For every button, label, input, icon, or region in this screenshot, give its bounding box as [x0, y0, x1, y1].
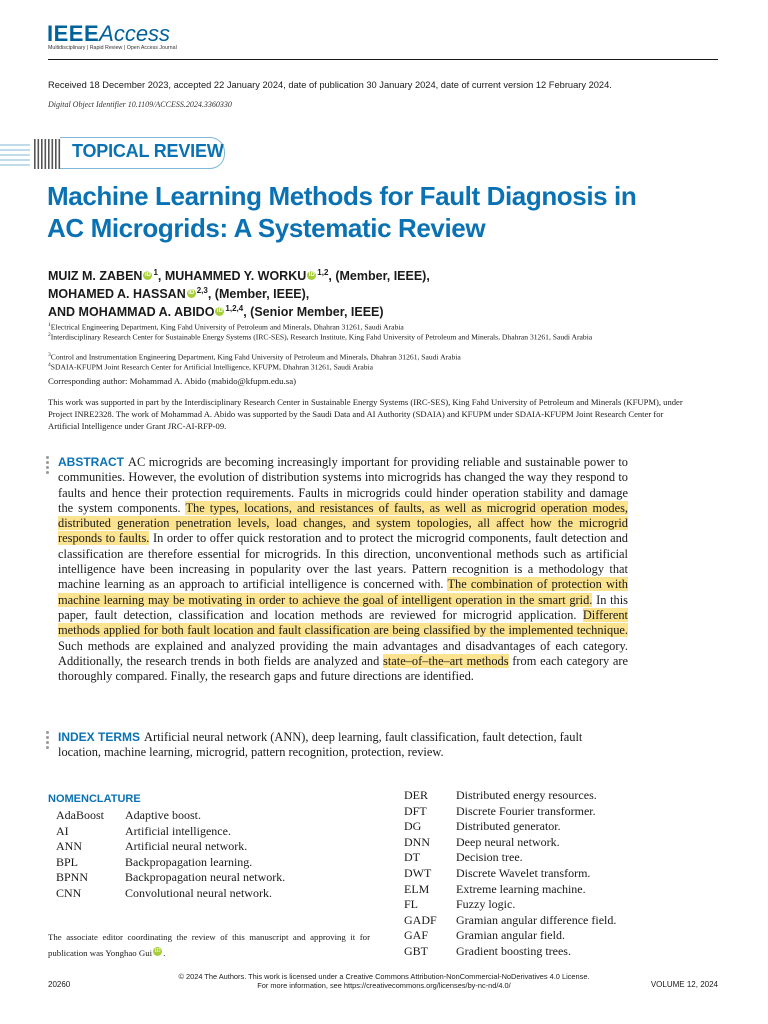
- nomenclature-definition: Decision tree.: [456, 850, 523, 865]
- nomenclature-row: [56, 870, 285, 886]
- author-name: MUIZ M. ZABEN: [48, 269, 143, 284]
- author-line-2: [48, 286, 309, 301]
- nomenclature-abbr: AdaBoost: [56, 808, 104, 822]
- affiliation-4: [48, 360, 688, 373]
- nomenclature-row: [404, 866, 616, 882]
- nomenclature-row: [404, 788, 616, 804]
- nomenclature-abbr: DER: [404, 788, 428, 802]
- corresponding-author: Corresponding author: Mohammad A. Abido (mabido@kfupm.edu.sa): [48, 376, 297, 386]
- author-affil-sup: 1,2,4: [225, 304, 244, 313]
- nomenclature-definition: Adaptive boost.: [125, 808, 201, 822]
- nomenclature-abbr: GADF: [404, 912, 437, 927]
- nomenclature-abbr: DWT: [404, 865, 432, 880]
- logo-access-text: Access: [99, 21, 171, 46]
- author-membership: , (Member, IEEE),: [207, 287, 310, 302]
- license-line: © 2024 The Authors. This work is licensed under a Creative Commons Attribution-NonCommercial-NoDerivatives 4.0 License.: [178, 972, 590, 981]
- abstract-text: AC microgrids are becoming increasingly important for providing reliable and sustainable power to communities. However, the evolution of distribution systems into microgrids has changed the way they respond to faults and hence their protection requirements. Faults in microgrids could hinder operation stability and damage the system components.: [58, 455, 628, 515]
- nomenclature-list-right: [404, 788, 616, 960]
- nomenclature-row: [56, 808, 285, 824]
- affiliation-2: [48, 330, 638, 343]
- author-membership: , (Member, IEEE),: [328, 269, 430, 284]
- nomenclature-definition: Backpropagation learning.: [125, 854, 253, 869]
- nomenclature-row: [56, 886, 285, 902]
- nomenclature-abbr: DT: [404, 850, 420, 865]
- index-terms: [58, 730, 628, 761]
- affiliation-text: Control and Instrumentation Engineering Department, King Fahd University of Petroleum and Minerals, Dhahran 31261, Saudi Arabia: [50, 352, 461, 362]
- nomenclature-row: [56, 824, 285, 840]
- logo-ieee-text: IEEE: [47, 21, 100, 46]
- header-rule: [48, 59, 718, 60]
- nomenclature-row: [404, 819, 616, 835]
- nomenclature-row: [404, 897, 616, 913]
- affiliation-text: SDAIA-KFUPM Joint Research Center for Artificial Intelligence, KFUPM, Dhahran 31261, Saudi Arabia: [50, 362, 374, 372]
- nomenclature-row: [404, 850, 616, 866]
- affiliation-text: Interdisciplinary Research Center for Sustainable Energy Systems (IRC-SES), Research Institute, King Fahd University of Petroleum and Minerals, Dhahran 31261, Saudi Arabia: [50, 332, 593, 342]
- author-line-3: [48, 304, 384, 319]
- nomenclature-abbr: AI: [56, 823, 69, 838]
- volume-label: VOLUME 12, 2024: [650, 980, 718, 989]
- editor-note-text: The associate editor coordinating the review of this manuscript and approving it for publication was Yonghao Gui: [48, 932, 370, 958]
- nomenclature-definition: Discrete Fourier transformer.: [456, 803, 596, 818]
- nomenclature-definition: Artificial neural network.: [125, 839, 248, 854]
- nomenclature-definition: Discrete Wavelet transform.: [456, 865, 591, 880]
- nomenclature-definition: Distributed generator.: [456, 819, 561, 834]
- nomenclature-abbr: GBT: [404, 943, 428, 958]
- received-dates: Received 18 December 2023, accepted 22 January 2024, date of publication 30 January 2024, date of current version 12 February 2024.: [48, 80, 612, 90]
- abstract-highlight: The types, locations, and resistances of faults, as well as microgrid operation modes, distributed generation penetration levels, load changes, and system topologies, all affect how the microgrid responds to faults.: [58, 500, 628, 546]
- journal-tagline: Multidisciplinary | Rapid Review | Open Access Journal: [48, 45, 177, 51]
- abstract-label: ABSTRACT: [58, 455, 124, 469]
- abstract-paragraph: [58, 455, 628, 684]
- abstract-text: from each category are thoroughly compared. Finally, the research gaps and future directions are identified.: [58, 653, 628, 684]
- nomenclature-abbr: DNN: [404, 834, 430, 849]
- nomenclature-definition: Extreme learning machine.: [456, 881, 586, 896]
- affiliation-number: 4: [48, 362, 51, 368]
- index-terms-label: INDEX TERMS: [58, 730, 141, 744]
- author-name: AND MOHAMMAD A. ABIDO: [48, 305, 215, 320]
- page-number: 20260: [48, 980, 71, 989]
- nomenclature-abbr: ANN: [56, 839, 82, 854]
- index-terms-marker-icon: [46, 731, 49, 751]
- nomenclature-definition: Gramian angular difference field.: [456, 912, 617, 927]
- article-title: Machine Learning Methods for Fault Diagnosis in AC Microgrids: A Systematic Review: [47, 181, 637, 243]
- affiliation-number: 1: [48, 322, 51, 328]
- author-affil-sup: 1: [153, 268, 158, 277]
- affiliation-text: Electrical Engineering Department, King Fahd University of Petroleum and Minerals, Dhahran 31261, Saudi Arabia: [50, 322, 404, 332]
- author-name: , MUHAMMED Y. WORKU: [157, 269, 307, 284]
- affiliation-number: 2: [48, 332, 51, 338]
- author-line-1: [48, 268, 430, 283]
- nomenclature-abbr: FL: [404, 897, 419, 912]
- nomenclature-abbr: GAF: [404, 928, 429, 943]
- nomenclature-row: [404, 835, 616, 851]
- nomenclature-list-left: [56, 808, 285, 902]
- nomenclature-abbr: DG: [404, 819, 422, 834]
- nomenclature-definition: Backpropagation neural network.: [125, 870, 286, 885]
- nomenclature-row: [56, 839, 285, 855]
- author-name: MOHAMED A. HASSAN: [48, 287, 186, 302]
- nomenclature-definition: Artificial intelligence.: [125, 823, 231, 838]
- nomenclature-abbr: BPL: [56, 854, 79, 869]
- abstract-highlight: Different methods applied for both fault location and fault classification are being classified by the implemented technique.: [58, 607, 628, 638]
- nomenclature-abbr: BPNN: [56, 870, 89, 885]
- nomenclature-title: NOMENCLATURE: [48, 793, 141, 805]
- associate-editor-note: The associate editor coordinating the review of this manuscript and approving it for publication was Yonghao Gui iD .: [48, 932, 370, 958]
- author-affil-sup: 1,2: [317, 268, 329, 277]
- doi-line[interactable]: Digital Object Identifier 10.1109/ACCESS.2024.3360330: [48, 100, 232, 109]
- orcid-icon[interactable]: iD: [154, 948, 161, 954]
- nomenclature-row: [404, 882, 616, 898]
- author-affil-sup: 2,3: [196, 286, 208, 295]
- nomenclature-definition: Gradient boosting trees.: [456, 943, 571, 958]
- nomenclature-row: [404, 928, 616, 944]
- abstract-marker-icon: [46, 456, 49, 476]
- abstract-text: In order to offer quick restoration and to protect the microgrid components, fault detection and classification are therefore essential for microgrids. In this direction, unconventional methods such as artificial intelligence have been increasing in popularity over the last years. Pattern recognition is a methodology that machine learning as an approach to artificial intelligence is concerned with.: [58, 531, 629, 592]
- nomenclature-abbr: ELM: [404, 881, 430, 896]
- orcid-icon[interactable]: iD: [188, 290, 195, 297]
- index-terms-text: Artificial neural network (ANN), deep learning, fault classification, fault detection, fault location, machine learning, microgrid, pattern recognition, protection, review.: [58, 730, 583, 760]
- nomenclature-definition: Convolutional neural network.: [125, 885, 272, 900]
- author-membership: , (Senior Member, IEEE): [243, 305, 384, 320]
- affiliation-number: 3: [48, 352, 51, 358]
- funding-statement: This work was supported in part by the Interdisciplinary Research Center in Sustainable Energy Systems (IRC-SES), King Fahd University of Petroleum and Minerals (KFUPM), under Project INRE2328. The work of Mohammad A. Abido was supported by the Saudi Data and AI Authority (SDAIA) and KFUPM under SDAIA-KFUPM Joint Research Center for Artificial Intelligence under Grant JRC-AI-RFP-09.: [48, 397, 683, 431]
- abstract-highlight: The combination of protection with machine learning may be motivating in order to achieve the goal of intelligent operation in the smart grid.: [58, 577, 628, 607]
- nomenclature-row: [404, 913, 616, 929]
- nomenclature-abbr: DFT: [404, 803, 427, 818]
- nomenclature-definition: Gramian angular field.: [456, 928, 565, 943]
- orcid-icon[interactable]: iD: [144, 272, 151, 279]
- nomenclature-row: [404, 804, 616, 820]
- nomenclature-definition: Deep neural network.: [456, 834, 560, 849]
- nomenclature-abbr: CNN: [56, 885, 82, 900]
- nomenclature-definition: Distributed energy resources.: [456, 788, 597, 802]
- topical-review-bars-icon: [0, 138, 66, 170]
- nomenclature-row: [56, 855, 285, 871]
- article-type-label: TOPICAL REVIEW: [72, 141, 224, 161]
- abstract-highlight: state–of–the–art methods: [383, 653, 509, 668]
- nomenclature-definition: Fuzzy logic.: [456, 897, 516, 912]
- license-link[interactable]: For more information, see https://creativecommons.org/licenses/by-nc-nd/4.0/: [257, 981, 511, 991]
- abstract-text: Such methods are explained and analyzed providing the main advantages and disadvantages of each category. Additionally, the research trends in both fields are analyzed and: [58, 638, 628, 668]
- abstract-text: In this paper, fault detection, classification and location methods are reviewed for microgrid application.: [58, 592, 628, 622]
- nomenclature-row: [404, 944, 616, 960]
- orcid-icon[interactable]: iD: [308, 272, 315, 279]
- journal-logo: [47, 21, 170, 47]
- orcid-icon[interactable]: iD: [216, 308, 223, 315]
